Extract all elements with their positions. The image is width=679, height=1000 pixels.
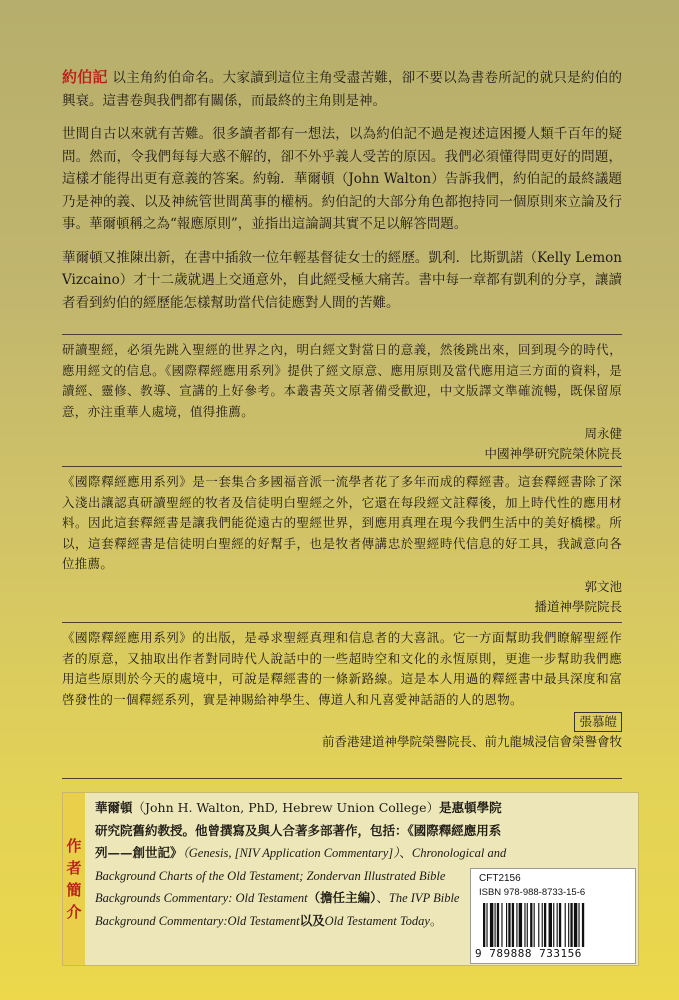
endorser-name: 周永健	[584, 426, 622, 441]
intro-paragraph-1: 約伯記 以主角約伯命名。大家讀到這位主角受盡苦難，卻不要以為書卷所記的就只是約伯的興衰。這書卷與我們都有關係，而最終的主角則是神。	[62, 68, 622, 109]
barcode-bar	[512, 903, 514, 947]
barcode-bar	[508, 903, 510, 947]
barcode-bar	[486, 903, 487, 947]
endorsement-2	[62, 472, 622, 617]
endorsement-signature	[62, 424, 622, 464]
endorser-title: 前香港建道神學院榮譽院長、前九龍城浸信會榮譽會牧	[321, 734, 622, 749]
barcode-bar	[524, 903, 525, 947]
isbn: ISBN 978-988-8733-15-6	[479, 887, 586, 898]
endorsement-text: 研讀聖經，必須先跳入聖經的世界之內，明白經文對當日的意義，然後跳出來，回到現今的時代，應用經文的信息。《國際釋經應用系列》提供了經文原意、應用原則及當代應用這三方面的資料，是讀經、靈修、教導、宣講的上好參考。本叢書英文原著備受歡迎，中文版譯文準確流暢，既保留原意，亦注重華人處境，值得推薦。	[62, 342, 622, 419]
author-bio: 華爾頓（John H. Walton, PhD, Hebrew Union College）是惠頓學院研究院舊約教授。他曾撰寫及與人合著多部著作，包括：《國際釋經應用系列——創世記》（Genesis, [NIV Application Commentary]）、Chronological and Background Charts of the Old Testament; Zondervan Illustrated Bible Backgrounds Commentary: Old Testament（擔任主編）、The IVP Bible Background Commentary:Old Testament以及Old Testament Today。	[95, 800, 507, 928]
barcode-bar	[570, 903, 572, 947]
endorsement-text: 《國際釋經應用系列》的出版，是尋求聖經真理和信息者的大喜訊。它一方面幫助我們瞭解聖經作者的原意，又抽取出作者對同時代人說話中的一些超時空和文化的永恆原則，更進一步幫助我們應用這些原則於今天的處境中，可說是釋經書的一條新路線。這是本人用過的釋經書中最具深度和富啓發性的一個釋經系列，實是神賜給神學生、傳道人和凡喜愛神話語的人的恩物。	[62, 630, 622, 707]
barcode-bar	[544, 903, 546, 947]
barcode-bar	[530, 903, 532, 947]
endorsement-text: 《國際釋經應用系列》是一套集合多國福音派一流學者花了多年而成的釋經書。這套釋經書除了深入淺出讓認真研讀聖經的牧者及信徒明白聖經之外，它還在每段經文註釋後，加上時代性的應用材料。因此這套釋經書是讓我們能從遠古的聖經世界，到應用真理在現今我們生活中的美好橋樑。所以，這套釋經書是信徒明白聖經的好幫手，也是牧者傳講忠於聖經時代信息的好工具，我誠意向各位推薦。	[62, 474, 622, 571]
endorsement-signature	[62, 712, 622, 752]
barcode-bar	[534, 903, 535, 947]
endorser-title: 中國神學研究院榮休院長	[484, 446, 622, 461]
barcode-bar	[565, 903, 566, 947]
barcode-bar	[578, 903, 579, 947]
barcode-bar	[516, 903, 517, 947]
book-title-highlight: 約伯記	[62, 68, 108, 86]
barcode-bar	[490, 903, 493, 947]
intro-paragraph-2: 世間自古以來就有苦難。很多讀者都有一想法，以為約伯記不過是複述這困擾人類千百年的疑問。然而，令我們每每大惑不解的，卻不外乎義人受苦的原因。我們必須懂得問更好的問題，這樣才能得出更有意義的答案。約翰．華爾頓（John Walton）告訴我們，約伯記的最終議題乃是神的義、以及神統管世間萬事的權柄。約伯記的大部分角色都抱持同一個原則來立論及行事。華爾頓稱之為“報應原則”，並指出這論調其實不足以解答問題。	[62, 126, 622, 232]
barcode-bar	[557, 903, 558, 947]
endorser-name: 張慕皚	[574, 712, 622, 732]
barcode-bar	[527, 903, 528, 947]
barcode-number: 9 789888 733156	[475, 947, 582, 960]
barcode-icon	[481, 903, 625, 947]
barcode-label	[470, 868, 636, 964]
divider	[62, 334, 622, 335]
barcode-bar	[549, 903, 552, 947]
barcode-bar	[519, 903, 522, 947]
endorsement-1	[62, 340, 622, 464]
divider	[62, 622, 622, 623]
divider	[62, 778, 622, 779]
divider	[62, 466, 622, 467]
product-code: CFT2156	[479, 873, 521, 884]
barcode-bar	[542, 903, 543, 947]
barcode-bar	[501, 903, 502, 947]
barcode-bar	[574, 903, 577, 947]
intro-section	[62, 66, 622, 325]
barcode-bar	[582, 903, 584, 947]
barcode-bar	[497, 903, 499, 947]
endorsement-3	[62, 628, 622, 752]
barcode-bar	[568, 903, 569, 947]
barcode-bar	[483, 903, 485, 947]
endorsement-signature	[62, 577, 622, 617]
endorser-title: 播道神學院院長	[534, 598, 622, 614]
intro-paragraph-3: 華爾頓又推陳出新，在書中插敘一位年輕基督徒女士的經歷。凱利．比斯凱諾（Kelly Lemon Vizcaino）才十二歲就遇上交通意外，自此經受極大痛苦。書中每一章都有凱利的分享，讓讀者看到約伯的經歷能怎樣幫助當代信徒應對人間的苦難。	[62, 249, 622, 311]
barcode-bar	[495, 903, 496, 947]
barcode-bar	[559, 903, 561, 947]
author-name: 華爾頓	[95, 800, 133, 815]
barcode-bar	[506, 903, 507, 947]
endorser-name: 郭文池	[584, 578, 622, 594]
barcode-bar	[538, 903, 539, 947]
barcode-bar	[553, 903, 554, 947]
author-tab-label: 作 者 簡 介	[63, 793, 85, 965]
